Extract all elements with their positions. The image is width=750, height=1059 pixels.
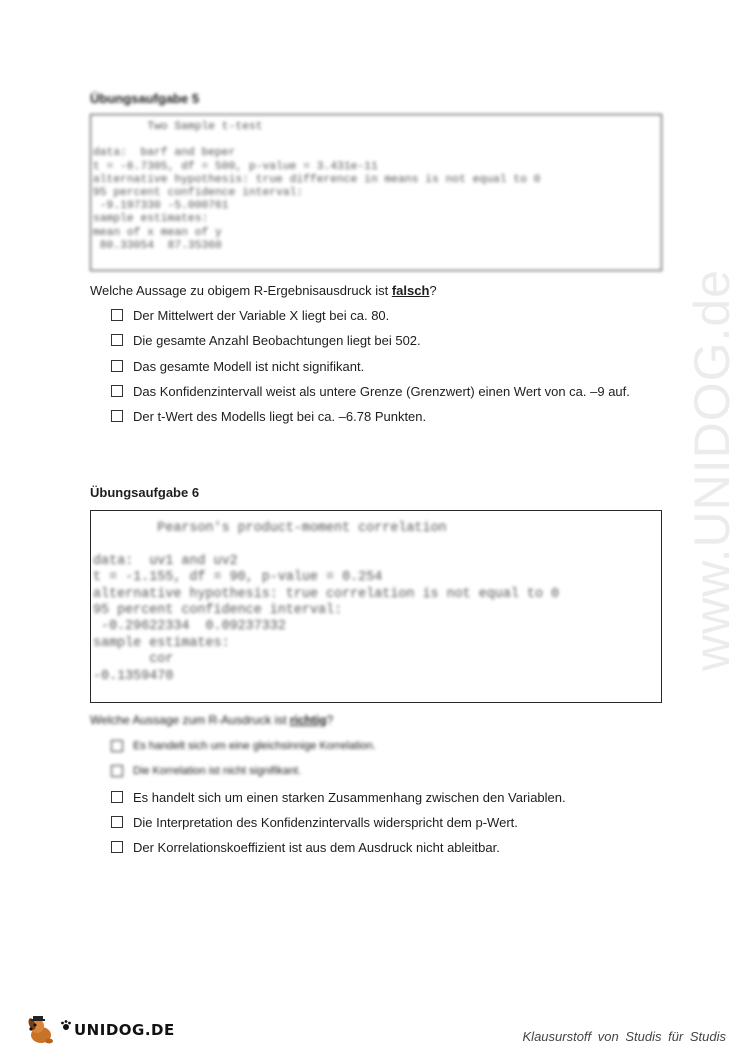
checkbox[interactable] [111, 309, 123, 321]
exercise-5-option-5[interactable] [111, 408, 426, 424]
exercise-6-option-2[interactable] [111, 763, 301, 779]
paw-icon [60, 1019, 72, 1031]
checkbox[interactable] [111, 360, 123, 372]
checkbox[interactable] [111, 765, 123, 777]
exercise-6-question [90, 713, 333, 727]
option-label: Die Interpretation des Konfidenzintervalls widerspricht dem p-Wert. [133, 814, 518, 830]
unidog-logo [24, 1013, 175, 1047]
option-label: Es handelt sich um eine gleichsinnige Korrelation. [133, 740, 376, 752]
exercise-5-r-output [90, 114, 662, 271]
exercise-6-option-5[interactable] [111, 839, 500, 855]
exercise-6-option-1[interactable] [111, 738, 376, 754]
footer-tagline: Klausurstoff von Studis für Studis [522, 1029, 726, 1044]
checkbox[interactable] [111, 816, 123, 828]
question-mark: ? [326, 713, 334, 727]
checkbox[interactable] [111, 334, 123, 346]
option-label: Der t-Wert des Modells liegt bei ca. –6.78 Punkten. [133, 408, 427, 424]
exercise-5-question [90, 283, 437, 298]
exercise-6-option-3[interactable] [111, 789, 566, 805]
question-emphasis: richtig [289, 713, 327, 727]
option-label: Die Korrelation ist nicht signifikant. [133, 765, 302, 777]
option-label: Der Mittelwert der Variable X liegt bei ca. 80. [133, 307, 390, 323]
watermark: www.UNIDOG.de [684, 269, 740, 671]
exercise-5-option-4[interactable] [111, 383, 630, 399]
option-label: Der Korrelationskoeffizient ist aus dem Ausdruck nicht ableitbar. [133, 839, 500, 855]
option-label: Die gesamte Anzahl Beobachtungen liegt bei 502. [133, 332, 421, 348]
option-label: Das gesamte Modell ist nicht signifikant. [133, 358, 365, 374]
option-label: Es handelt sich um einen starken Zusammenhang zwischen den Variablen. [133, 789, 566, 805]
question-text: Welche Aussage zu obigem R-Ergebnisausdruck ist [90, 283, 392, 298]
exercise-5-heading: Übungsaufgabe 5 [90, 91, 200, 106]
checkbox[interactable] [111, 385, 123, 397]
checkbox[interactable] [111, 410, 123, 422]
logo-text: UNIDOG.DE [74, 1021, 175, 1039]
exercise-5-code: Two Sample t-test data: barf and beper t = -6.7305, df = 500, p-value = 3.431e-11 alternative hypothesis: true difference in means is not equal to 0 95 percent confidence interval: -9.197330 -5.000761 sample estimates: mean of x mean of y 80.33054 87.35360 [93, 121, 541, 252]
exercise-5-option-1[interactable] [111, 307, 389, 323]
question-text: Welche Aussage zum R-Ausdruck ist [90, 713, 290, 727]
checkbox[interactable] [111, 841, 123, 853]
dog-icon [24, 1013, 58, 1047]
exercise-6-code: Pearson's product-moment correlation data: uv1 and uv2 t = -1.155, df = 90, p-value = 0.254 alternative hypothesis: true correlation is not equal to 0 95 percent confidence interval: -0.29622334 0.09237332 sample estimates: cor -0.1359470 [93, 521, 560, 684]
checkbox[interactable] [111, 740, 123, 752]
exercise-5-option-2[interactable] [111, 332, 421, 348]
option-label: Das Konfidenzintervall weist als untere Grenze (Grenzwert) einen Wert von ca. –9 auf. [133, 383, 630, 399]
question-mark: ? [429, 283, 437, 298]
exercise-6-option-4[interactable] [111, 814, 518, 830]
checkbox[interactable] [111, 791, 123, 803]
exercise-6-r-output [90, 510, 662, 703]
question-emphasis: falsch [391, 283, 430, 298]
exercise-5-option-3[interactable] [111, 358, 364, 374]
exercise-6-heading: Übungsaufgabe 6 [90, 485, 200, 500]
